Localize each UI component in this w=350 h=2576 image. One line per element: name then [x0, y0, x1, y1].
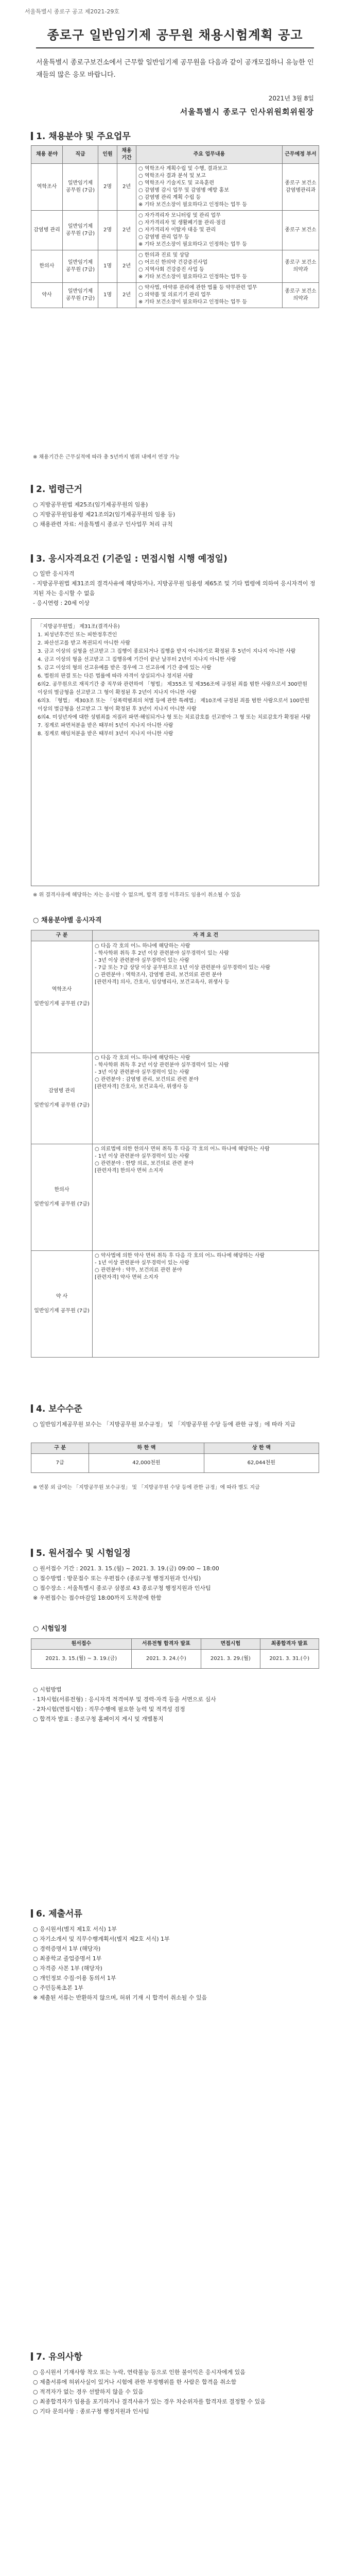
col-doc-result: 서류전형 합격자 발표	[131, 1639, 201, 1650]
salary-text: ○ 일반임기제공무원 보수는 「지방공무원 보수규정」 및 「지방공무원 수당 등에 관한 규정」에 따라 지급	[33, 1421, 295, 1428]
cell-requirements: ○ 약사법에 의한 약사 면허 취득 후 다음 각 호의 어느 하나에 해당하는 사람 - 1년 이상 관련분야 실무경력이 있는 사람 ○ 관련분야 : 약무, 보건의료 관련 분야 [관련자격] 약사 면허 소지자	[93, 1251, 319, 1358]
recruit-note: ※ 채용기간은 근무실적에 따라 총 5년까지 범위 내에서 연장 가능	[33, 454, 180, 460]
exam-method-text: ○ 시험방법 - 1차시험(서류전형) : 응시자격 적격여부 및 경력·자격 등을 서면으로 심사 - 2차시험(면접시험) : 직무수행에 필요한 능력 및 적격성 검정 ○ 합격자 발표 : 종로구청 홈페이지 게시 및 개별통지	[33, 1686, 216, 1722]
section-marker	[31, 554, 33, 563]
cell-count: 2명	[98, 211, 117, 250]
table-row	[31, 250, 319, 283]
cell-count: 1명	[98, 283, 117, 308]
doc-ref: 서울특별시 종로구 공고 제2021-29호	[25, 8, 119, 15]
section-1-title: 1. 채용분야 및 주요업무	[31, 129, 131, 142]
schedule-subtitle: ○ 시험일정	[33, 1625, 67, 1633]
section-marker	[31, 485, 33, 493]
cell-category: 감염병 관리 일반임기제 공무원 (7급)	[31, 1053, 93, 1144]
cell-requirements: ○ 다음 각 호의 어느 하나에 해당하는 사람 - 학사학위 취득 후 2년 이상 관련분야 실무경력이 있는 사람 - 3년 이상 관련분야 실무경력이 있는 사람 - 7급 또는 7급 상당 이상 공무원으로 1년 이상 관련분야 실무경력이 있는 사람 ○ 관련분야 : 역학조사, 감염병 관리, 보건의료 관련 분야 [관련자격] 의사, 간호사, 임상병리사, 보건교육사, 위생사 등	[93, 941, 319, 1053]
section-marker	[31, 1909, 33, 1918]
documents-text: ○ 응시원서(별지 제1호 서식) 1부 ○ 자기소개서 및 직무수행계획서(별지 제2호 서식) 1부 ○ 경력증명서 1부 (해당자) ○ 최종학교 졸업증명서 1부 ○ 자격증 사본 1부 (해당자) ○ 개인정보 수집·이용 동의서 1부 ○ 주민등록초본 1부 ※ 제출된 서류는 반환하지 않으며, 허위 기재 시 합격이 취소될 수 있음	[33, 1926, 207, 2001]
table-row	[31, 1454, 319, 1473]
cell-grade: 일반임기제 공무원 (7급)	[63, 164, 98, 211]
col-dept: 근무예정 부서	[283, 146, 319, 164]
cell-period: 2년	[117, 211, 136, 250]
cell-period: 2년	[117, 283, 136, 308]
cell-count: 2명	[98, 164, 117, 211]
cell-low: 42,000천원	[89, 1454, 204, 1473]
col-grade: 구 분	[31, 1443, 89, 1454]
legal-basis: ○ 지방공무원법 제25조(임기제공무원의 임용) ○ 지방공무원임용령 제21조의2(임기제공무원의 임용 등) ○ 채용관련 자료: 서울특별시 종로구 인사업무 처리 규칙	[33, 501, 176, 528]
section-3-title: 3. 응시자격요건 (기준일 : 면접시험 시행 예정일)	[31, 551, 227, 564]
cell-dept: 종로구 보건소	[283, 211, 319, 250]
cell-interview: 2021. 3. 29.(월)	[201, 1650, 260, 1669]
table-row	[31, 211, 319, 250]
cell-field: 역학조사	[31, 164, 63, 211]
cell-requirements: ○ 의료법에 의한 한의사 면허 취득 후 다음 각 호의 어느 하나에 해당하는 사람 - 1년 이상 관련분야 실무경력이 있는 사람 ○ 관련분야 : 한방 의료, 보건의료 관련 분야 [관련자격] 한의사 면허 소지자	[93, 1144, 319, 1251]
cell-dept: 종로구 보건소 감염병관리과	[283, 164, 319, 211]
date-block	[180, 92, 314, 118]
disqualification-box: 「지방공무원법」 제31조(결격사유) 1. 피성년후견인 또는 피한정후견인 2. 파산선고를 받고 복권되지 아니한 사람 3. 금고 이상의 실형을 선고받고 그 집행이 종료되거나 집행을 받지 아니하기로 확정된 후 5년이 지나지 아니한 사람 4. 금고 이상의 형을 선고받고 그 집행유예 기간이 끝난 날부터 2년이 지나지 아니한 사람 5. 금고 이상의 형의 선고유예를 받은 경우에 그 선고유예 기간 중에 있는 사람 6. 법원의 판결 또는 다른 법률에 따라 자격이 상실되거나 정지된 사람 6의2. 공무원으로 재직기간 중 직무와 관련하여 「형법」 제355조 및 제356조에 규정된 죄를 범한 사람으로서 300만원 이상의 벌금형을 선고받고 그 형이 확정된 후 2년이 지나지 아니한 사람 6의3. 「형법」 제303조 또는 「성폭력범죄의 처벌 등에 관한 특례법」 제10조에 규정된 죄를 범한 사람으로서 100만원 이상의 벌금형을 선고받고 그 형이 확정된 후 3년이 지나지 아니한 사람 6의4. 미성년자에 대한 성범죄를 저질러 파면·해임되거나 형 또는 치료감호를 선고받아 그 형 또는 치료감호가 확정된 사람 7. 징계로 파면처분을 받은 때부터 5년이 지나지 아니한 사람 8. 징계로 해임처분을 받은 때부터 3년이 지나지 아니한 사람	[31, 618, 319, 886]
cell-duties: ○ 약사법, 마약류 관리에 관한 법률 등 약무관련 업무 ○ 의약품 및 의료기기 관리 업무 ※ 기타 보건소장이 필요하다고 인정하는 업무 등	[136, 283, 283, 308]
title-divider	[36, 47, 314, 48]
cell-apply: 2021. 3. 15.(월) ~ 3. 19.(금)	[31, 1650, 132, 1669]
cell-grade: 일반임기제 공무원 (7급)	[63, 283, 98, 308]
section-marker	[31, 2352, 33, 2361]
cell-category: 약 사 일반임기제 공무원 (7급)	[31, 1251, 93, 1358]
col-apply: 원서접수	[31, 1639, 132, 1650]
cell-grade: 7급	[31, 1454, 89, 1473]
eligibility-subtitle: ○ 채용분야별 응시자격	[33, 917, 102, 924]
general-eligibility: ○ 일반 응시자격 - 지방공무원법 제31조의 결격사유에 해당하거나, 지방공무원 임용령 제65조 및 기타 법령에 의하여 응시자격이 정지된 자는 응시할 수 없음 - 응시연령 : 20세 이상	[33, 570, 316, 606]
salary-table	[31, 1443, 319, 1473]
section-marker	[31, 132, 33, 140]
col-period: 채용 기간	[117, 146, 136, 164]
col-grade: 직급	[63, 146, 98, 164]
col-low: 하 한 액	[89, 1443, 204, 1454]
cell-duties: ○ 역학조사 계획수립 및 수행, 결과보고 ○ 역학조사 결과 분석 및 보고 ○ 역학조사 기술지도 및 교육훈련 ○ 감염병 감시 업무 및 감염병 예방 홍보 ○ 감염병 관리 계획 수립 등 ※ 기타 보건소장이 필요하다고 인정하는 업무 등	[136, 164, 283, 211]
cell-dept: 종로구 보건소 의약과	[283, 283, 319, 308]
col-category: 구 분	[31, 930, 93, 941]
cell-field: 한의사	[31, 250, 63, 283]
section-6-title: 6. 제출서류	[31, 1906, 82, 1919]
cell-count: 1명	[98, 250, 117, 283]
cell-grade: 일반임기제 공무원 (7급)	[63, 250, 98, 283]
section-marker	[31, 1549, 33, 1557]
salary-note: ※ 연봉 외 급여는 「지방공무원 보수규정」 및 「지방공무원 수당 등에 관한 규정」에 따라 별도 지급	[33, 1485, 260, 1490]
page-title: 종로구 일반임기제 공무원 채용시험계획 공고	[47, 28, 303, 42]
col-field: 채용 분야	[31, 146, 63, 164]
cell-category: 역학조사 일반임기제 공무원 (7급)	[31, 941, 93, 1053]
table-row	[31, 941, 319, 1053]
recruit-table	[31, 145, 319, 308]
eligibility-table	[31, 930, 319, 1358]
section-2-title: 2. 법령근거	[31, 482, 82, 495]
col-final: 최종합격자 발표	[260, 1639, 319, 1650]
application-text: ○ 원서접수 기간 : 2021. 3. 15.(월) ~ 2021. 3. 19.(금) 09:00 ~ 18:00 ○ 접수방법 : 방문접수 또는 우편접수 (종로구청 행정지원과 인사팀) ○ 접수장소 : 서울특별시 종로구 삼봉로 43 종로구청 행정지원과 인사팀 ※ 우편접수는 접수마감일 18:00까지 도착분에 한함	[33, 1565, 219, 1601]
cell-duties: ○ 한의과 진료 및 상담 ○ 어르신 한의약 건강증진사업 ○ 지역사회 건강증진 사업 등 ※ 기타 보건소장이 필요하다고 인정하는 업무 등	[136, 250, 283, 283]
disqualification-note: ※ 위 결격사유에 해당하는 자는 응시할 수 없으며, 합격 결정 이후라도 임용이 취소될 수 있음	[33, 892, 241, 898]
section-4-title: 4. 보수수준	[31, 1401, 82, 1414]
intro-text: 서울특별시 종로구보건소에서 근무할 일반임기제 공무원을 다음과 같이 공개모집하니 유능한 인재들의 많은 응모 바랍니다.	[36, 59, 314, 79]
col-requirements: 자 격 요 건	[93, 930, 319, 941]
col-high: 상 한 액	[204, 1443, 319, 1454]
issuing-org: 서울특별시 종로구 인사위원회위원장	[180, 107, 314, 116]
cell-dept: 종로구 보건소 의약과	[283, 250, 319, 283]
cell-doc-result: 2021. 3. 24.(수)	[131, 1650, 201, 1669]
cell-period: 2년	[117, 164, 136, 211]
cell-final: 2021. 3. 31.(수)	[260, 1650, 319, 1669]
table-row	[31, 1144, 319, 1251]
section-7-title: 7. 유의사항	[31, 2349, 82, 2362]
notice-date: 2021년 3월 8일	[268, 95, 314, 102]
table-row	[31, 1650, 319, 1669]
table-row	[31, 1251, 319, 1358]
notes-text: ○ 응시원서 기재사항 착오 또는 누락, 연락불능 등으로 인한 불이익은 응시자에게 있음 ○ 제출서류에 허위사실이 있거나 시험에 관한 부정행위를 한 사람은 합격을 취소함 ○ 적격자가 없는 경우 선발하지 않을 수 있음 ○ 최종합격자가 임용을 포기하거나 결격사유가 있는 경우 차순위자를 합격자로 결정할 수 있음 ○ 기타 문의사항 : 종로구청 행정지원과 인사팀	[33, 2369, 266, 2415]
cell-period: 2년	[117, 250, 136, 283]
cell-grade: 일반임기제 공무원 (7급)	[63, 211, 98, 250]
cell-duties: ○ 자가격리자 모니터링 및 관리 업무 ○ 자가격리자 및 생활폐기물 관리·점검 ○ 자가격리자 이탈자 대응 및 관리 ○ 감염병 관리 업무 등 ※ 기타 보건소장이 필요하다고 인정하는 업무 등	[136, 211, 283, 250]
section-marker	[31, 1404, 33, 1413]
section-5-title: 5. 원서접수 및 시험일정	[31, 1546, 131, 1558]
cell-field: 감염병 관리	[31, 211, 63, 250]
cell-requirements: ○ 다음 각 호의 어느 하나에 해당하는 사람 - 학사학위 취득 후 2년 이상 관련분야 실무경력이 있는 사람 - 3년 이상 관련분야 실무경력이 있는 사람 ○ 관련분야 : 감염병 관리, 보건의료 관련 분야 [관련자격] 간호사, 보건교육사, 위생사 등	[93, 1053, 319, 1144]
cell-category: 한의사 일반임기제 공무원 (7급)	[31, 1144, 93, 1251]
cell-field: 약사	[31, 283, 63, 308]
col-duties: 주요 업무내용	[136, 146, 283, 164]
cell-high: 62,044천원	[204, 1454, 319, 1473]
col-interview: 면접시험	[201, 1639, 260, 1650]
schedule-table	[31, 1638, 319, 1669]
table-row	[31, 283, 319, 308]
col-count: 인원	[98, 146, 117, 164]
table-row	[31, 1053, 319, 1144]
table-row	[31, 164, 319, 211]
